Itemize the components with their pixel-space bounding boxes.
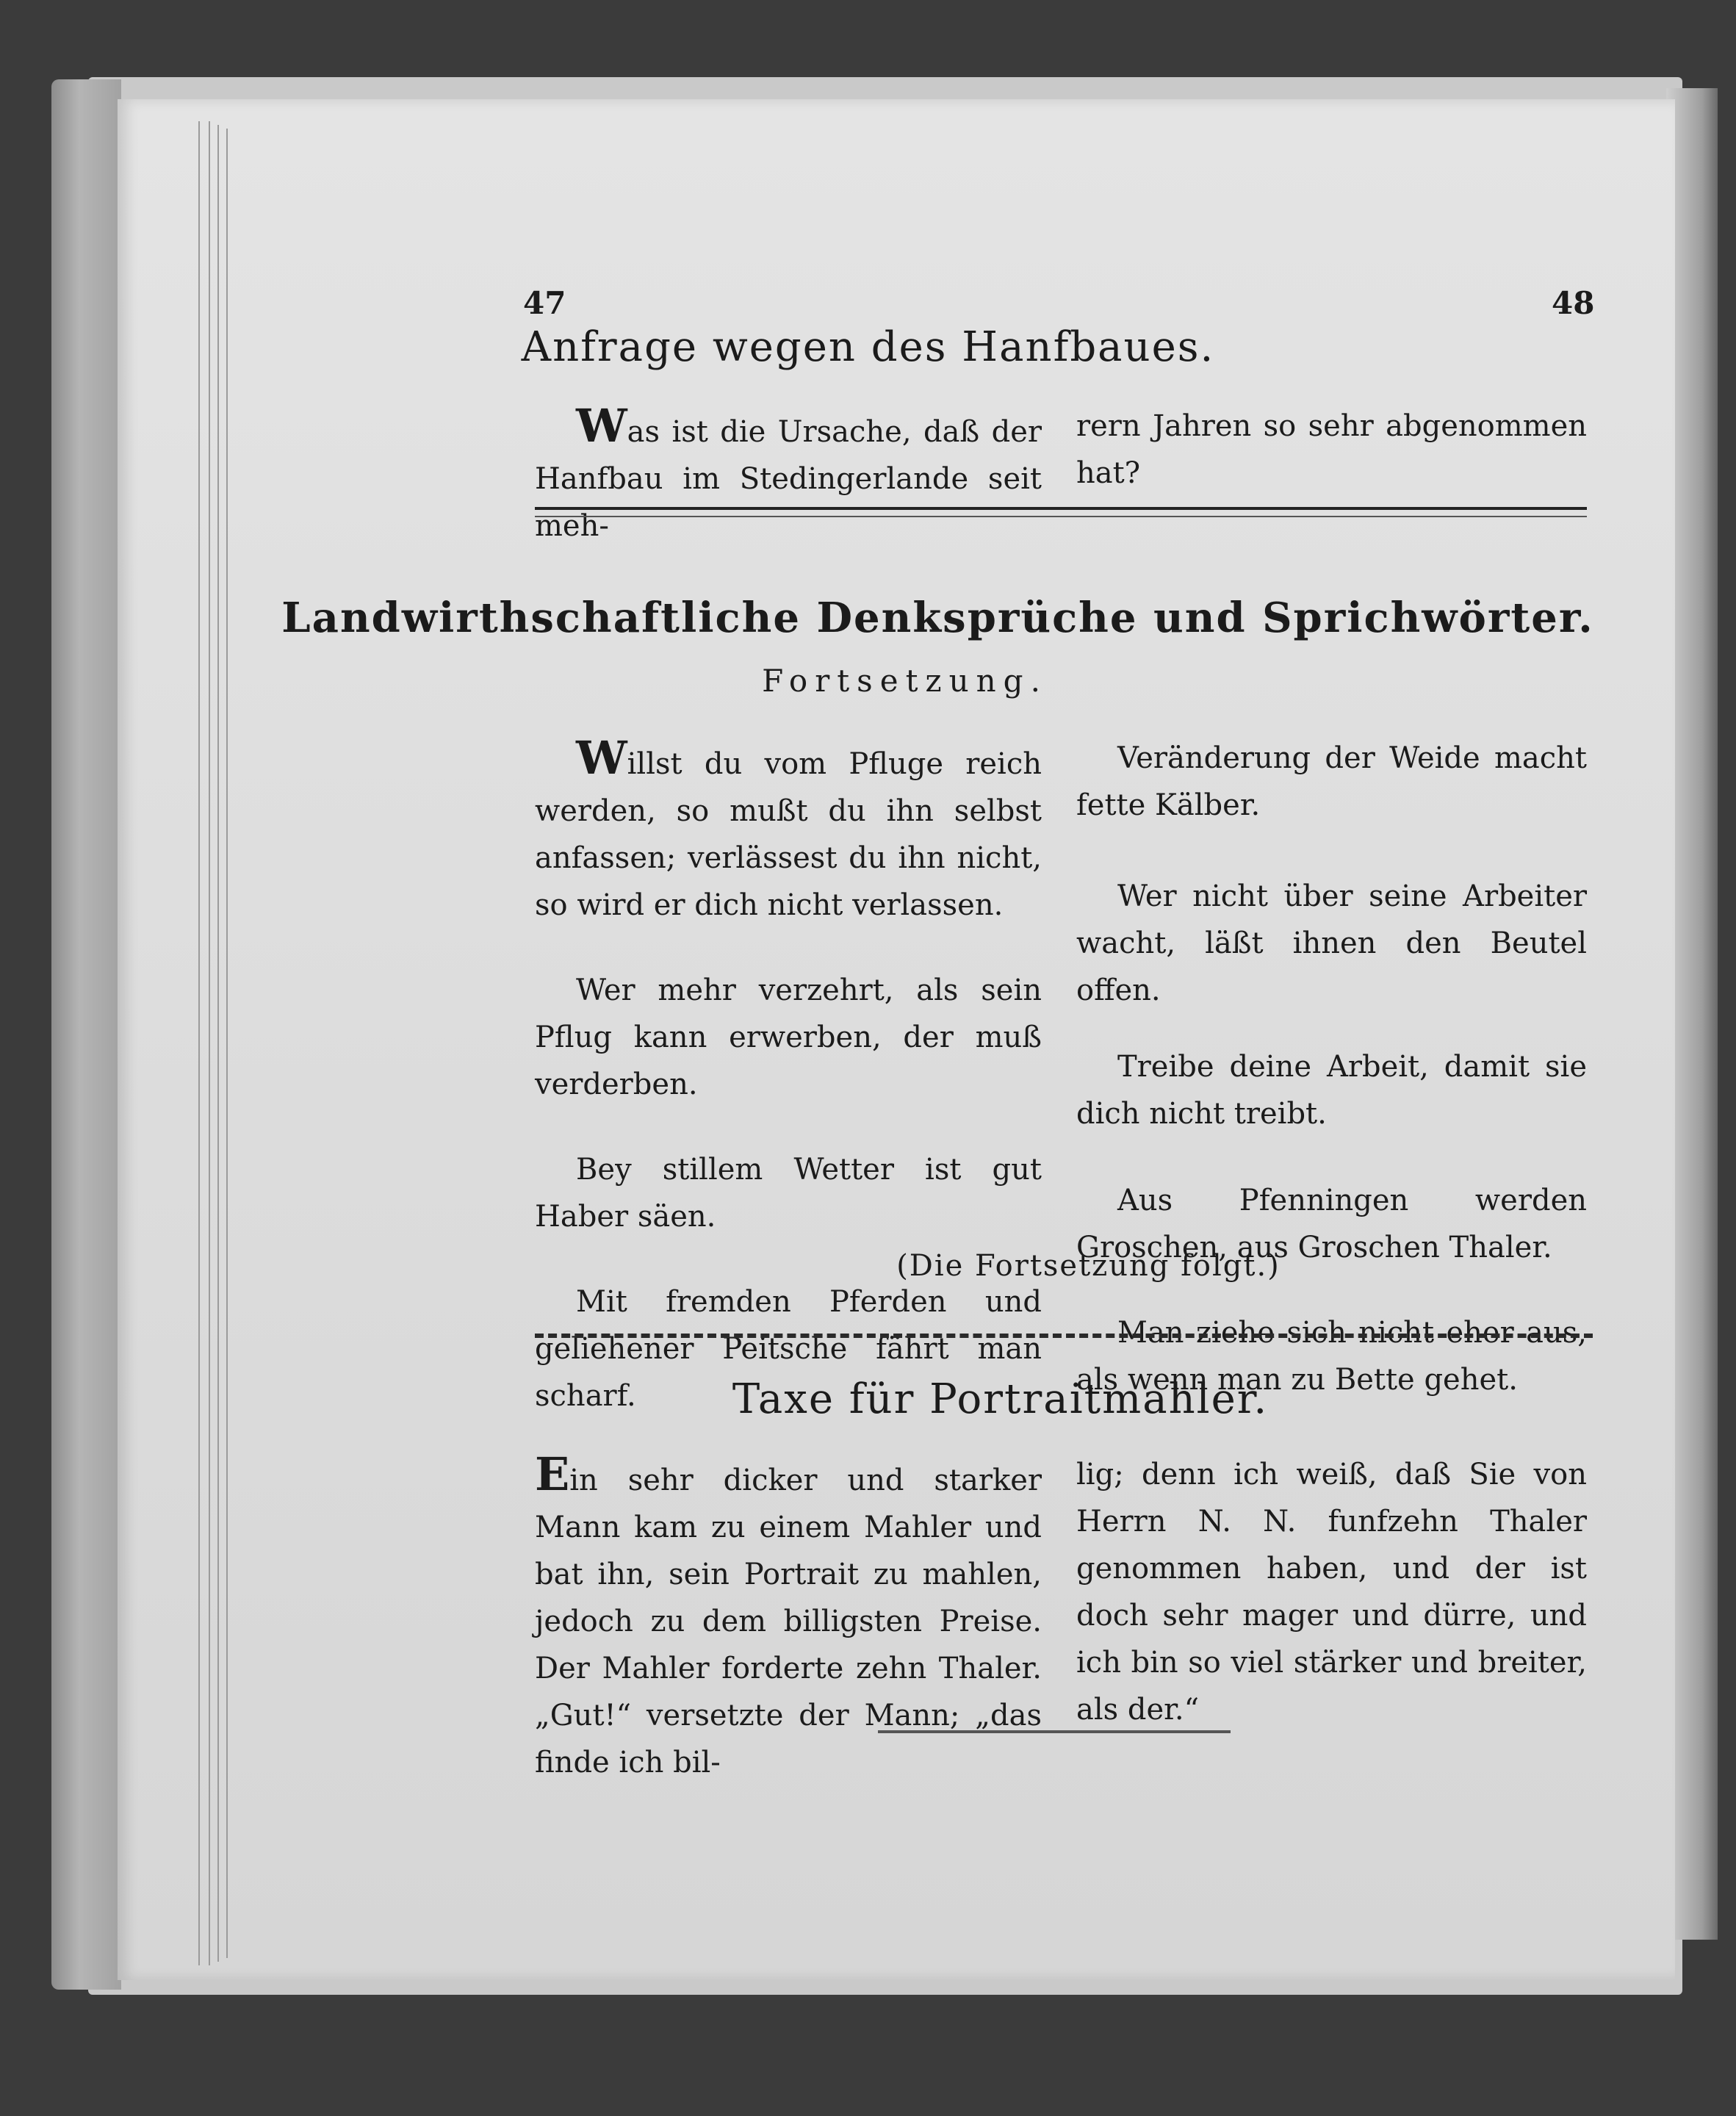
proverb: Bey stillem Wetter ist gut Haber säen. [535,1153,1042,1234]
paragraph: Was ist die Ursache, daß der Hanfbau im Stedingerlande seit meh- [535,399,1042,543]
dashed-section-rule [535,1334,1593,1338]
paragraph: Ein sehr dicker und starker Mann kam zu einem Mahler und bat ihn, sein Portrait zu mahlen, jedoch zu dem billigsten Preise. Der Mahler forderte zehn Thaler. „Gut!“ versetzte der Mann; „das finde ich bil- [535,1447,1042,1779]
section-rule [535,507,1587,510]
proverbs-left-column [535,731,1042,1419]
article-title-portraitmahler: Taxe für Portraitmahler. [732,1375,1269,1423]
article-subtitle-fortsetzung: Fortsetzung. [762,663,1048,699]
proverb: Aus Pfenningen werden Groschen, aus Groschen Thaler. [1076,1184,1587,1264]
page-number-left: 47 [523,285,566,321]
page-stack-line [217,125,219,1962]
page-stack-line [198,121,200,1965]
proverbs-right-column [1076,735,1587,1403]
article-title-sprichwoerter: Landwirthschaftliche Denksprüche und Sprichwörter. [281,594,1594,642]
proverb: Treibe deine Arbeit, damit sie dich nicht treibt. [1076,1050,1587,1131]
article-hanfbau-left-column [535,399,1042,550]
end-rule [878,1730,1231,1733]
proverb: Wer nicht über seine Arbeiter wacht, läßt ihnen den Beutel offen. [1076,879,1587,1007]
proverb: Wer mehr verzehrt, als sein Pflug kann erwerben, der muß verderben. [535,974,1042,1101]
anecdote-right-column [1076,1451,1587,1733]
continuation-note: (Die Fortsetzung folgt.) [896,1249,1281,1283]
page-number-right: 48 [1552,285,1595,321]
anecdote-left-column [535,1447,1042,1786]
paragraph: rern Jahren so sehr abgenommen hat? [1076,409,1587,490]
section-rule [535,516,1587,517]
page-stack-line [226,129,228,1958]
proverb: Willst du vom Pfluge reich werden, so mußt du ihn selbst anfassen; verlässest du ihn nicht, so wird er dich nicht verlassen. [535,731,1042,922]
proverb: Mit fremden Pferden und geliehener Peitsche fährt man scharf. [535,1285,1042,1413]
article-hanfbau-right-column [1076,403,1587,497]
article-title-hanfbau: Anfrage wegen des Hanfbaues. [521,323,1215,371]
proverb: Veränderung der Weide macht fette Kälber. [1076,741,1587,822]
page-stack-line [209,121,210,1965]
paragraph: lig; denn ich weiß, daß Sie von Herrn N. N. funfzehn Thaler genommen haben, und der ist doch sehr mager und dürre, und ich bin so viel stärker und breiter, als der.“ [1076,1458,1587,1727]
proverb: Man ziehe sich nicht eher aus, als wenn man zu Bette gehet. [1076,1316,1587,1397]
